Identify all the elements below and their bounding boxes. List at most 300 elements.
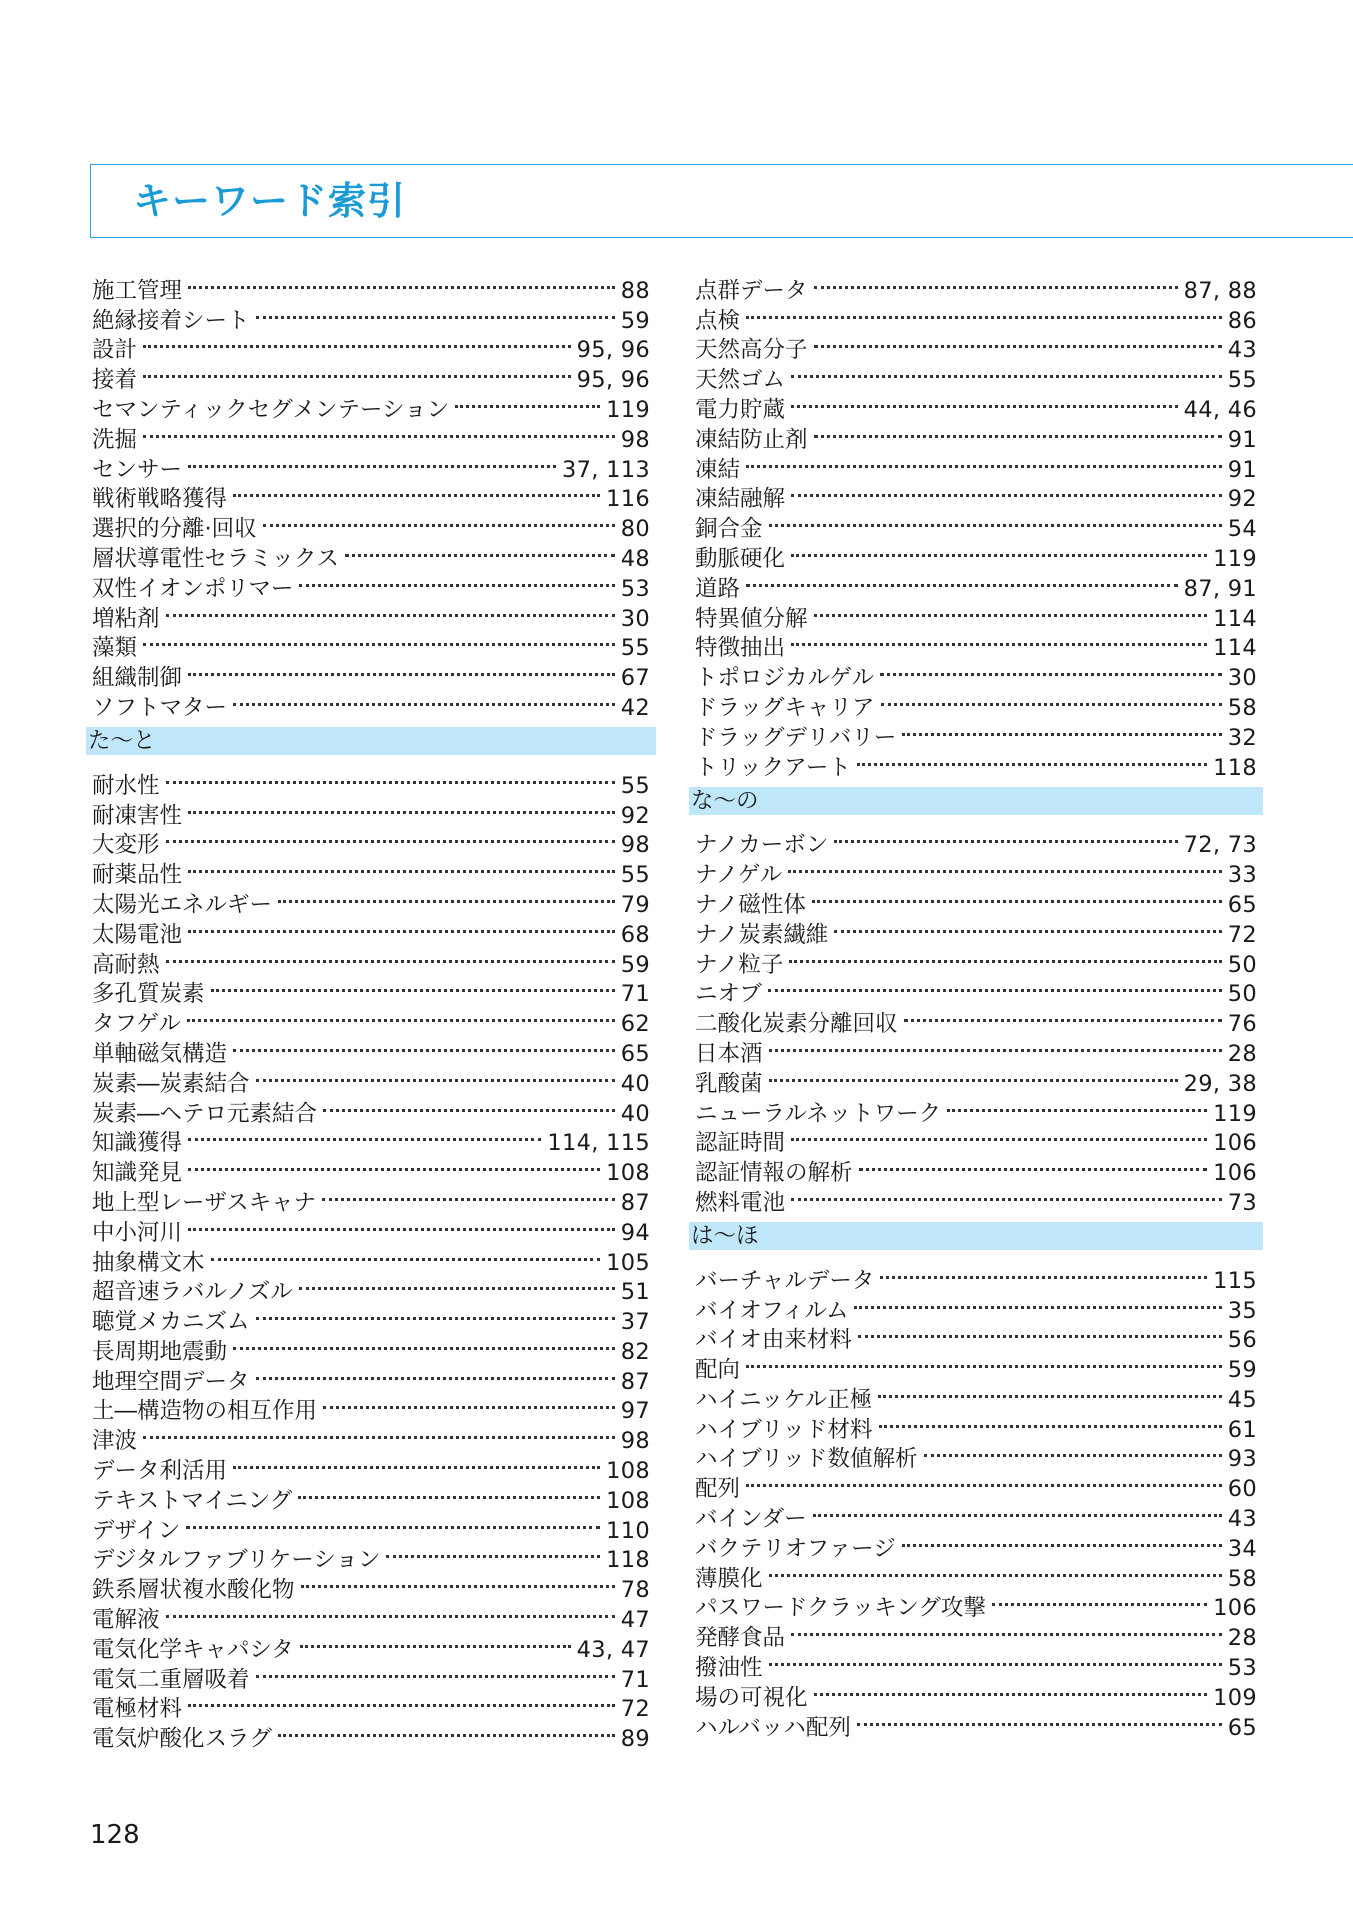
index-page-refs: 59 <box>620 951 650 978</box>
index-term: ナノゲル <box>695 862 783 889</box>
index-term: ナノカーボン <box>695 832 829 859</box>
index-page-refs: 28 <box>1227 1625 1257 1652</box>
dot-leader <box>992 1586 1207 1616</box>
index-term: バクテリオファージ <box>695 1535 896 1562</box>
index-page-refs: 61 <box>1227 1416 1257 1443</box>
index-entry <box>695 1001 1257 1038</box>
index-page-refs: 115 <box>1213 1267 1257 1294</box>
index-entry <box>695 268 1257 304</box>
index-term: 発酵食品 <box>695 1625 786 1652</box>
index-term: ニオブ <box>695 981 762 1008</box>
index-page-refs: 87 <box>620 1368 650 1395</box>
dot-leader <box>814 596 1208 626</box>
index-term: 知識発見 <box>92 1160 183 1187</box>
index-page-refs: 65 <box>1227 1714 1257 1741</box>
index-page-refs: 67 <box>620 665 650 692</box>
index-term: 天然ゴム <box>695 367 786 394</box>
dot-leader <box>769 1031 1222 1061</box>
index-entry <box>695 328 1257 364</box>
index-term: 日本酒 <box>695 1040 763 1067</box>
dot-leader <box>788 852 1221 882</box>
index-page-refs: 47 <box>620 1607 650 1634</box>
index-page-refs: 106 <box>1213 1160 1257 1187</box>
dot-leader <box>791 1121 1207 1151</box>
index-page-refs: 45 <box>1227 1386 1257 1413</box>
dot-leader <box>881 685 1222 715</box>
index-page-refs: 37 <box>620 1309 650 1336</box>
index-entry <box>92 328 650 364</box>
index-page-refs: 29, 38 <box>1183 1070 1257 1097</box>
index-term: 耐薬品性 <box>92 862 183 889</box>
dot-leader <box>880 655 1222 685</box>
dot-leader <box>834 823 1177 853</box>
index-page-refs: 60 <box>1227 1476 1257 1503</box>
index-entry <box>695 1586 1257 1622</box>
dot-leader <box>188 1150 600 1180</box>
index-term: 電極材料 <box>92 1696 183 1723</box>
dot-leader <box>789 942 1221 972</box>
index-term: 特異値分解 <box>695 605 808 632</box>
index-page-refs: 71 <box>620 1666 650 1693</box>
index-term: 地上型レーザスキャナ <box>92 1189 317 1216</box>
dot-leader <box>791 357 1222 387</box>
index-term: 認証時間 <box>695 1130 786 1157</box>
dot-leader <box>813 1496 1222 1526</box>
index-page-refs: 82 <box>620 1338 650 1365</box>
index-entry <box>92 793 650 829</box>
index-term: 特徴抽出 <box>695 635 786 662</box>
index-page-refs: 119 <box>1213 1100 1257 1127</box>
index-entry <box>92 268 650 304</box>
index-page-refs: 30 <box>1227 665 1257 692</box>
dot-leader <box>188 268 615 298</box>
dot-leader <box>188 447 556 477</box>
index-term: 絶縁接着シート <box>92 307 250 334</box>
dot-leader <box>746 1466 1222 1496</box>
dot-leader <box>814 268 1178 298</box>
index-page-refs: 118 <box>606 1547 650 1574</box>
index-entry <box>695 596 1257 632</box>
index-term: 電気炉酸化スラグ <box>92 1726 273 1753</box>
index-page-refs: 55 <box>1227 367 1257 394</box>
index-page-refs: 68 <box>620 921 650 948</box>
index-entry <box>695 477 1257 513</box>
dot-leader <box>166 596 615 626</box>
dot-leader <box>814 328 1222 358</box>
dot-leader <box>256 1657 615 1687</box>
index-term: 撥油性 <box>695 1655 763 1682</box>
index-entry <box>92 972 650 1008</box>
index-term: ドラッグデリバリー <box>695 724 897 751</box>
page-number: 128 <box>90 1820 140 1850</box>
index-term: 高耐熱 <box>92 951 160 978</box>
index-page-refs: 98 <box>620 426 650 453</box>
dot-leader <box>300 1627 571 1657</box>
index-page-refs: 94 <box>620 1219 650 1246</box>
index-term: 津波 <box>92 1428 138 1455</box>
dot-leader <box>188 1687 615 1717</box>
dot-leader <box>233 1448 600 1478</box>
index-page-refs: 92 <box>1227 486 1257 513</box>
index-entry <box>695 447 1257 483</box>
dot-leader <box>323 1091 615 1121</box>
index-page-refs: 71 <box>620 981 650 1008</box>
dot-leader <box>791 626 1207 656</box>
index-term: 戦術戦略獲得 <box>92 486 228 513</box>
index-term: トリックアート <box>695 754 851 781</box>
index-entry <box>695 1377 1257 1413</box>
index-entry <box>92 1627 650 1663</box>
index-entry <box>695 566 1257 602</box>
index-page-refs: 110 <box>606 1517 650 1544</box>
index-entry <box>695 1258 1257 1294</box>
index-entry <box>92 1448 650 1485</box>
index-term: 単軸磁気構造 <box>92 1040 228 1067</box>
dot-leader <box>256 1299 615 1329</box>
index-term: ハイブリッド材料 <box>695 1416 873 1443</box>
index-term: 太陽電池 <box>92 921 183 948</box>
index-term: 道路 <box>695 575 741 602</box>
index-entry <box>695 1091 1257 1127</box>
index-page-refs: 93 <box>1227 1446 1257 1473</box>
dot-leader <box>166 942 615 972</box>
dot-leader <box>256 1061 615 1091</box>
dot-leader <box>902 1526 1222 1556</box>
index-page-refs: 58 <box>1227 1565 1257 1592</box>
dot-leader <box>298 1478 600 1508</box>
index-page-refs: 87 <box>620 1189 650 1216</box>
index-page-refs: 40 <box>620 1070 650 1097</box>
dot-leader <box>256 298 615 328</box>
index-term: ハイブリッド数値解析 <box>695 1446 918 1473</box>
index-entry <box>695 1347 1257 1384</box>
dot-leader <box>857 745 1207 775</box>
index-term: トポロジカルゲル <box>695 665 875 692</box>
index-term: 凍結融解 <box>695 486 786 513</box>
index-page-refs: 98 <box>620 1428 650 1455</box>
index-page-refs: 55 <box>620 772 650 799</box>
dot-leader <box>904 1001 1222 1031</box>
index-entry <box>92 447 650 483</box>
index-page-refs: 109 <box>1213 1684 1257 1711</box>
index-entry <box>695 298 1257 334</box>
index-page-refs: 43, 47 <box>576 1636 650 1663</box>
index-term: 地理空間データ <box>92 1368 250 1395</box>
index-entry <box>695 1466 1257 1503</box>
index-page-refs: 40 <box>620 1100 650 1127</box>
index-page-refs: 97 <box>620 1398 650 1425</box>
index-term: ニューラルネットワーク <box>695 1100 942 1127</box>
index-term: 認証情報の解析 <box>695 1160 853 1187</box>
index-term: ナノ粒子 <box>695 951 784 978</box>
index-page-refs: 106 <box>1213 1130 1257 1157</box>
index-term: 超音速ラバルノズル <box>92 1279 293 1306</box>
dot-leader <box>143 1418 615 1448</box>
index-term: 長周期地震動 <box>92 1338 228 1365</box>
index-page-refs: 65 <box>1227 891 1257 918</box>
index-term: バイオフィルム <box>695 1297 849 1324</box>
index-term: ハイニッケル正極 <box>695 1386 873 1413</box>
dot-leader <box>278 882 615 912</box>
dot-leader <box>345 536 615 566</box>
index-term: 聴覚メカニズム <box>92 1309 250 1336</box>
dot-leader <box>769 1556 1222 1586</box>
index-page-refs: 108 <box>606 1160 650 1187</box>
dot-leader <box>188 655 615 685</box>
index-page-refs: 50 <box>1227 951 1257 978</box>
dot-leader <box>188 793 615 823</box>
dot-leader <box>746 1347 1222 1377</box>
index-term: 中小河川 <box>92 1219 183 1246</box>
dot-leader <box>769 1061 1178 1091</box>
index-term: バーチャルデータ <box>695 1267 875 1294</box>
index-term: 藻類 <box>92 635 138 662</box>
index-entry <box>695 1061 1257 1097</box>
dot-leader <box>323 1389 615 1419</box>
index-term: 多孔質炭素 <box>92 981 205 1008</box>
index-page-refs: 53 <box>1227 1655 1257 1682</box>
index-page-refs: 95, 96 <box>576 367 650 394</box>
index-term: 耐水性 <box>92 772 160 799</box>
dot-leader <box>791 1615 1222 1645</box>
index-term: 洗掘 <box>92 426 138 453</box>
index-page-refs: 58 <box>1227 694 1257 721</box>
index-entry <box>92 852 650 889</box>
index-term: ドラッグキャリア <box>695 694 875 721</box>
index-page-refs: 34 <box>1227 1535 1257 1562</box>
index-term: ナノ炭素繊維 <box>695 921 829 948</box>
index-term: デザイン <box>92 1517 181 1544</box>
index-page-refs: 114 <box>1213 605 1257 632</box>
index-page-refs: 28 <box>1227 1040 1257 1067</box>
dot-leader <box>769 506 1222 536</box>
index-page-refs: 119 <box>606 396 650 423</box>
index-page-refs: 30 <box>620 605 650 632</box>
index-term: 点群データ <box>695 277 808 304</box>
index-page-refs: 80 <box>620 516 650 543</box>
dot-leader <box>143 417 615 447</box>
index-term: 土―構造物の相互作用 <box>92 1398 318 1425</box>
index-page-refs: 88 <box>620 277 650 304</box>
dot-leader <box>746 298 1222 328</box>
dot-leader <box>233 477 600 507</box>
index-entry <box>92 823 650 859</box>
index-page-refs: 98 <box>620 832 650 859</box>
index-term: ソフトマター <box>92 694 228 721</box>
index-term: ナノ磁性体 <box>695 891 806 918</box>
index-entry <box>92 655 650 692</box>
index-page-refs: 50 <box>1227 981 1257 1008</box>
index-column-left <box>88 268 650 1753</box>
index-term: 施工管理 <box>92 277 183 304</box>
dot-leader <box>880 1258 1207 1288</box>
index-entry <box>92 387 650 423</box>
index-page-refs: 72 <box>620 1696 650 1723</box>
index-page-refs: 55 <box>620 635 650 662</box>
index-entry <box>92 626 650 662</box>
page-title: キーワード索引 <box>133 179 407 223</box>
index-term: パスワードクラッキング攻撃 <box>695 1595 986 1622</box>
index-page-refs: 51 <box>620 1279 650 1306</box>
index-page-refs: 33 <box>1227 862 1257 889</box>
dot-leader <box>211 972 615 1002</box>
section-spacer <box>695 1250 1257 1258</box>
dot-leader <box>166 763 615 793</box>
index-entry <box>92 942 650 978</box>
dot-leader <box>455 387 600 417</box>
index-term: 層状導電性セラミックス <box>92 545 339 572</box>
index-entry <box>695 1675 1257 1711</box>
index-page-refs: 91 <box>1227 456 1257 483</box>
index-page-refs: 59 <box>1227 1357 1257 1384</box>
index-term: 双性イオンポリマー <box>92 575 294 602</box>
index-page-refs: 44, 46 <box>1183 396 1257 423</box>
index-page-refs: 89 <box>620 1726 650 1753</box>
index-page-refs: 119 <box>1213 545 1257 572</box>
dot-leader <box>233 685 615 715</box>
index-term: 二酸化炭素分離回収 <box>695 1011 898 1038</box>
index-term: 鉄系層状複水酸化物 <box>92 1577 295 1604</box>
index-term: 大変形 <box>92 832 160 859</box>
dot-leader <box>791 387 1178 417</box>
index-page-refs: 55 <box>620 862 650 889</box>
index-term: 配向 <box>695 1357 741 1384</box>
index-entry <box>92 357 650 394</box>
dot-leader <box>924 1437 1222 1467</box>
dot-leader <box>322 1180 615 1210</box>
index-page-refs: 92 <box>620 802 650 829</box>
index-term: タフゲル <box>92 1011 181 1038</box>
index-page-refs: 108 <box>606 1458 650 1485</box>
section-spacer <box>695 815 1257 823</box>
index-page-refs: 79 <box>620 891 650 918</box>
index-page-refs: 65 <box>620 1040 650 1067</box>
index-page-refs: 72 <box>1227 921 1257 948</box>
dot-leader <box>858 1318 1222 1348</box>
dot-leader <box>188 1121 541 1151</box>
dot-leader <box>791 477 1222 507</box>
index-page-refs: 35 <box>1227 1297 1257 1324</box>
dot-leader <box>812 882 1222 912</box>
dot-leader <box>879 1407 1222 1437</box>
dot-leader <box>187 1001 615 1031</box>
index-page-refs: 118 <box>1213 754 1257 781</box>
section-heading: た〜と <box>86 727 656 755</box>
index-term: 場の可視化 <box>695 1684 808 1711</box>
index-page-refs: 87, 91 <box>1183 575 1257 602</box>
dot-leader <box>878 1377 1222 1407</box>
dot-leader <box>746 566 1178 596</box>
dot-leader <box>186 1508 600 1538</box>
index-entry <box>695 1031 1257 1067</box>
dot-leader <box>814 417 1222 447</box>
dot-leader <box>857 1705 1222 1735</box>
dot-leader <box>814 1675 1208 1705</box>
section-spacer <box>92 755 650 763</box>
title-box <box>90 164 1353 238</box>
dot-leader <box>143 328 571 358</box>
index-entry <box>695 823 1257 859</box>
index-term: 組織制御 <box>92 665 183 692</box>
index-page-refs: 43 <box>1227 337 1257 364</box>
index-entry <box>92 1597 650 1634</box>
index-page-refs: 43 <box>1227 1506 1257 1533</box>
index-term: 銅合金 <box>695 516 763 543</box>
dot-leader <box>143 626 615 656</box>
index-term: バイオ由来材料 <box>695 1327 852 1354</box>
index-page-refs: 116 <box>606 486 650 513</box>
index-entry <box>695 506 1257 543</box>
index-page-refs: 87, 88 <box>1183 277 1257 304</box>
index-term: 配列 <box>695 1476 741 1503</box>
dot-leader <box>256 1359 615 1389</box>
index-entry <box>695 1556 1257 1592</box>
dot-leader <box>746 447 1222 477</box>
index-page-refs: 54 <box>1227 516 1257 543</box>
dot-leader <box>166 1597 615 1627</box>
index-entry <box>92 417 650 453</box>
index-term: デジタルファブリケーション <box>92 1547 381 1574</box>
index-column-right <box>691 268 1257 1741</box>
index-page-refs: 114 <box>1213 635 1257 662</box>
index-page-refs: 73 <box>1227 1189 1257 1216</box>
index-entry <box>695 1645 1257 1682</box>
dot-leader <box>834 912 1221 942</box>
index-term: 知識獲得 <box>92 1130 183 1157</box>
dot-leader <box>211 1240 601 1270</box>
index-entry <box>695 536 1257 572</box>
dot-leader <box>143 357 571 387</box>
index-term: 凍結防止剤 <box>695 426 808 453</box>
index-page-refs: 91 <box>1227 426 1257 453</box>
index-term: ハルバッハ配列 <box>695 1714 851 1741</box>
index-page-refs: 106 <box>1213 1595 1257 1622</box>
index-term: 抽象構文木 <box>92 1249 205 1276</box>
index-term: セマンティックセグメンテーション <box>92 396 450 423</box>
index-entry <box>695 1496 1257 1533</box>
dot-leader <box>188 1210 615 1240</box>
index-term: 設計 <box>92 337 138 364</box>
index-term: 薄膜化 <box>695 1565 763 1592</box>
dot-leader <box>902 715 1221 745</box>
dot-leader <box>166 823 615 853</box>
dot-leader <box>791 536 1207 566</box>
index-page-refs: 78 <box>620 1577 650 1604</box>
dot-leader <box>947 1091 1207 1121</box>
section-heading: な〜の <box>689 787 1263 815</box>
index-term: バインダー <box>695 1506 807 1533</box>
index-page-refs: 86 <box>1227 307 1257 334</box>
index-term: 点検 <box>695 307 741 334</box>
dot-leader <box>233 1329 615 1359</box>
index-page-refs: 37, 113 <box>562 456 650 483</box>
dot-leader <box>299 1270 615 1300</box>
dot-leader <box>278 1716 615 1746</box>
dot-leader <box>386 1538 600 1568</box>
index-term: 燃料電池 <box>695 1189 786 1216</box>
index-term: 凍結 <box>695 456 741 483</box>
index-page-refs: 114, 115 <box>547 1130 650 1157</box>
dot-leader <box>854 1288 1221 1318</box>
dot-leader <box>188 912 615 942</box>
index-term: センサー <box>92 456 183 483</box>
dot-leader <box>769 1645 1222 1675</box>
index-page-refs: 105 <box>606 1249 650 1276</box>
index-page-refs: 59 <box>620 307 650 334</box>
index-page-refs: 62 <box>620 1011 650 1038</box>
dot-leader <box>768 972 1222 1002</box>
index-term: 耐凍害性 <box>92 802 183 829</box>
